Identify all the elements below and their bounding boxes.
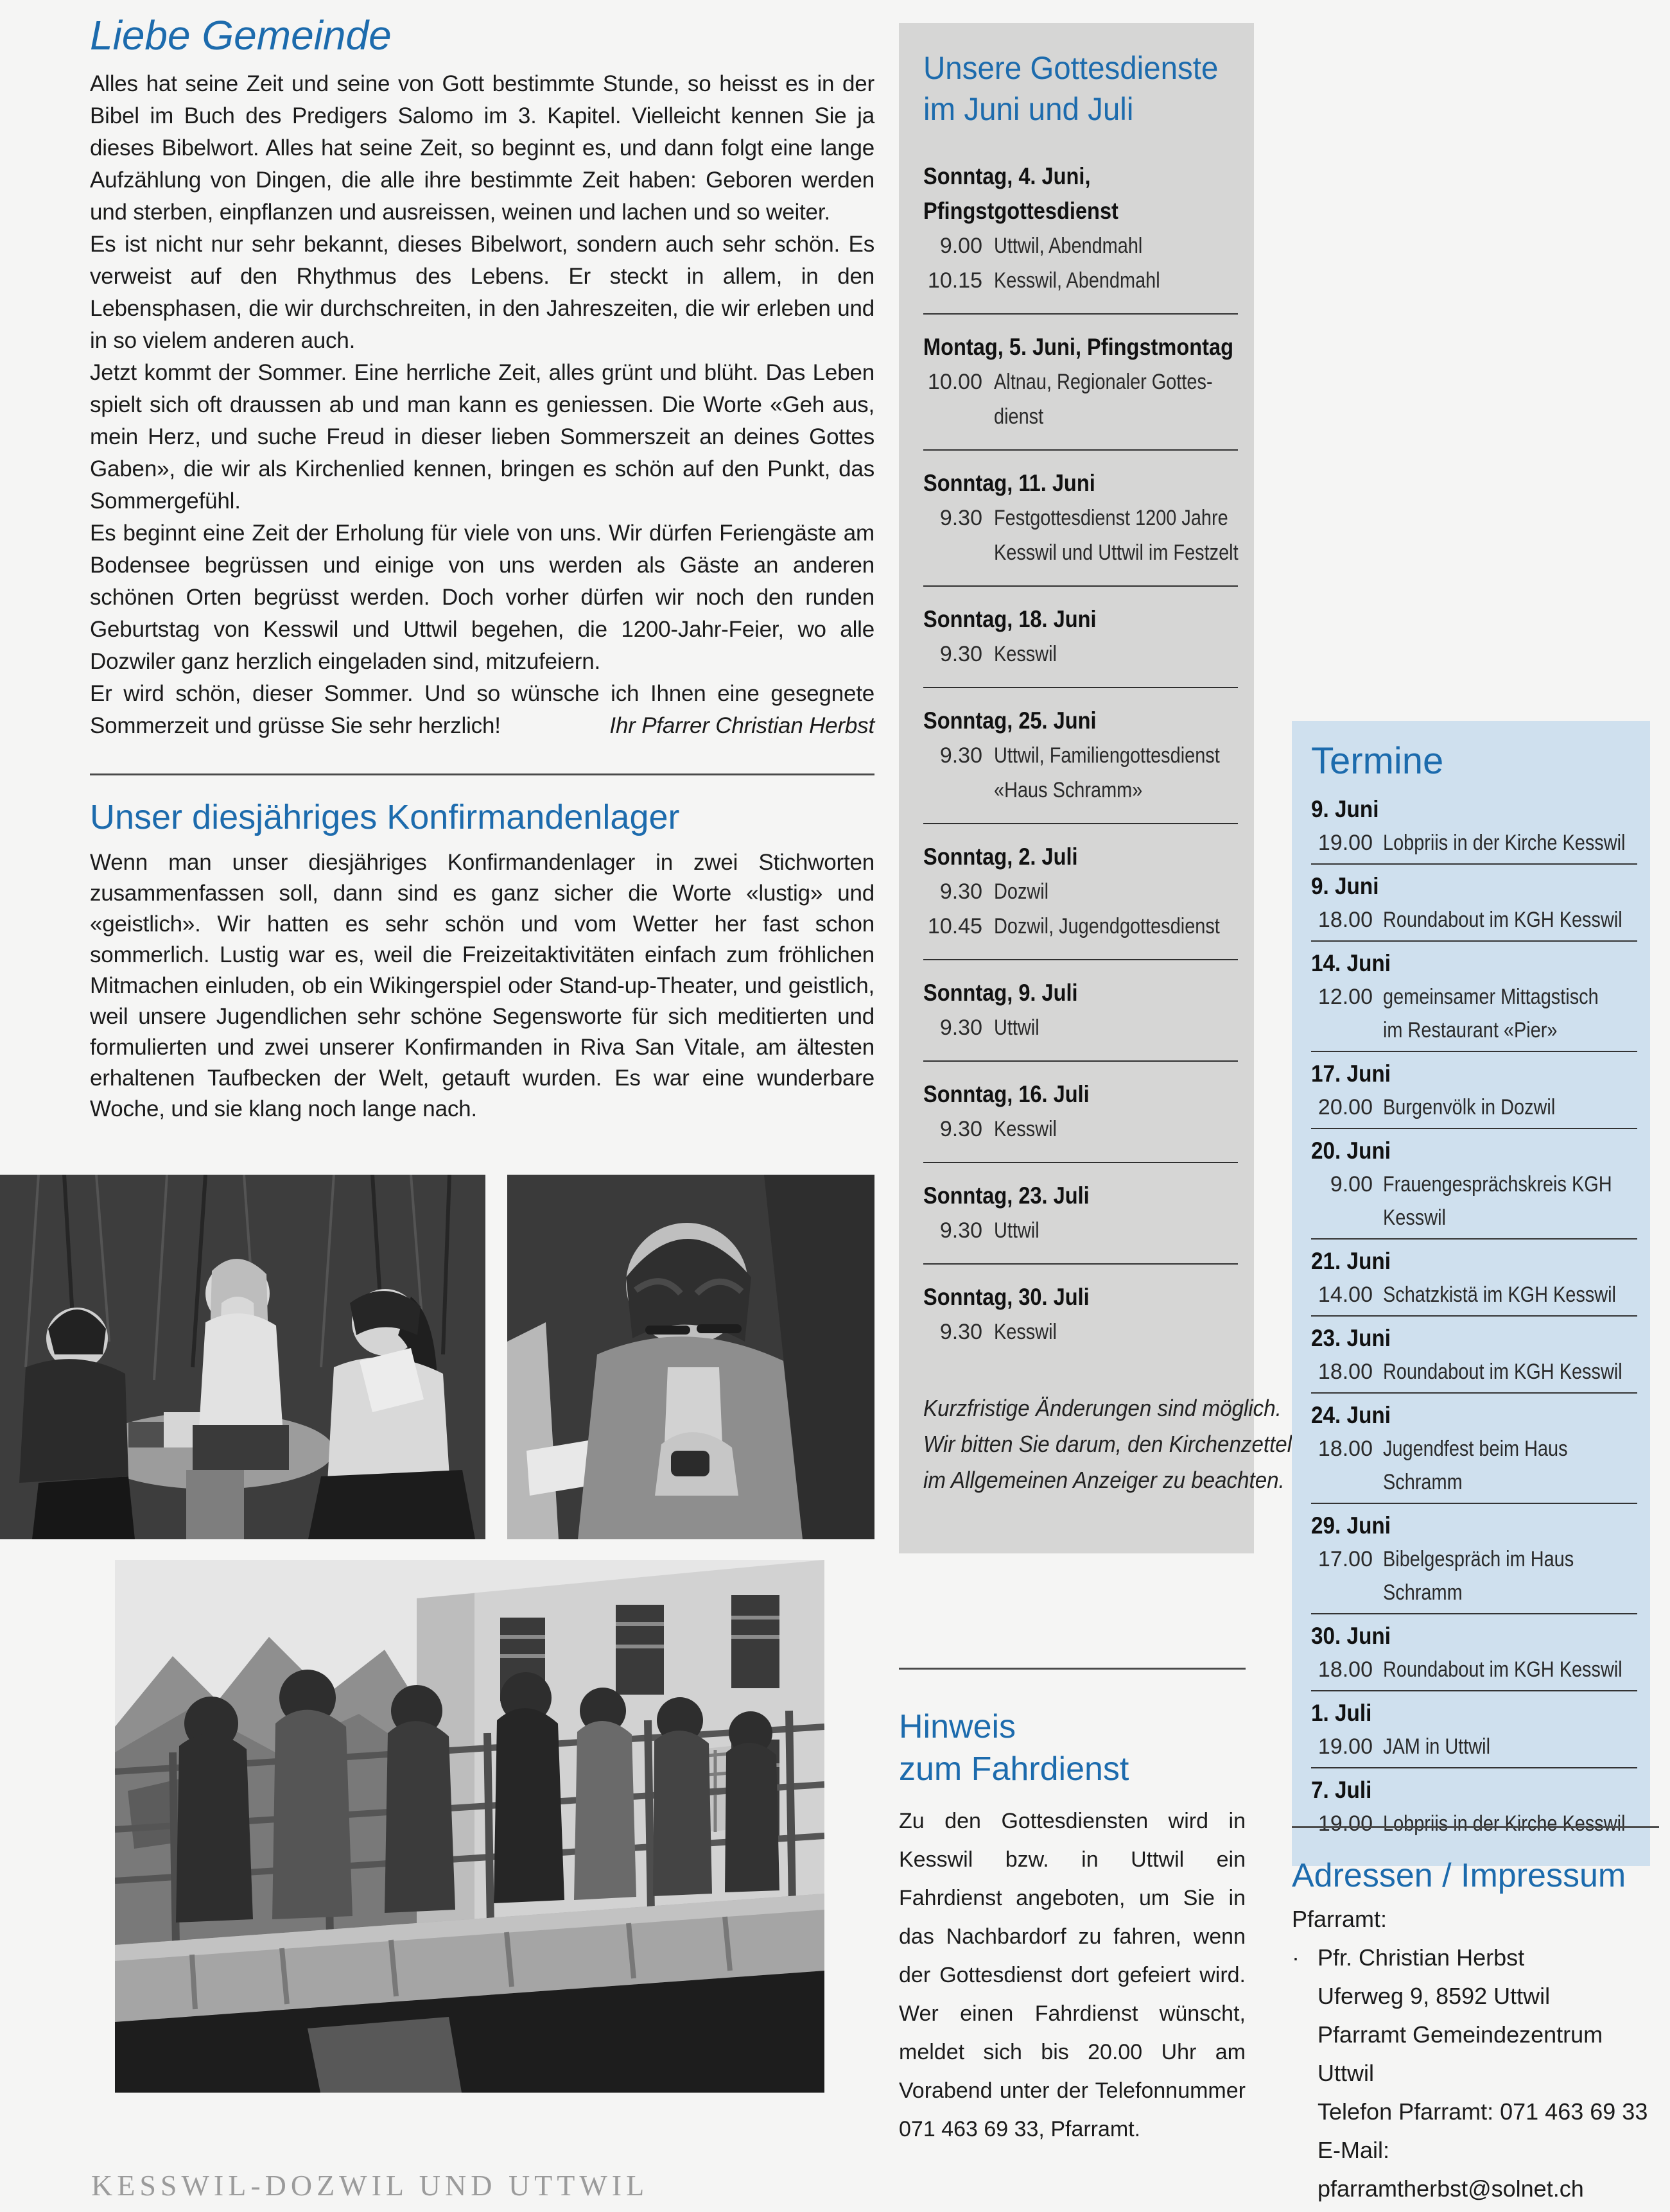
termine-time: 12.00 (1318, 985, 1373, 1009)
termine-row (1311, 1653, 1637, 1686)
adressen-title: Adressen / Impressum (1292, 1857, 1626, 1894)
service-row (923, 229, 1238, 263)
page-footer: KESSWIL-DOZWIL UND UTTWIL (91, 2169, 649, 2202)
service-row (923, 501, 1238, 570)
article-title: Liebe Gemeinde (90, 12, 392, 58)
service-location (994, 1112, 1068, 1146)
termine-date: 17. Juni (1311, 1060, 1391, 1087)
termine-text-line: Jugendfest beim Haus (1383, 1437, 1568, 1461)
termine-text-line: Kesswil (1383, 1205, 1446, 1230)
termine-box (1292, 721, 1650, 1866)
termine-date: 14. Juni (1311, 950, 1391, 976)
service-location-line: Uttwil, Familiengottesdienst (994, 743, 1220, 768)
photo-illustration (0, 1175, 485, 1539)
termine-time: 14.00 (1318, 1283, 1373, 1307)
termine-date: 29. Juni (1311, 1512, 1391, 1539)
service-day-heading: Sonntag, 2. Juli (923, 843, 1078, 870)
service-location (994, 874, 1058, 909)
service-separator (923, 313, 1238, 315)
termine-text-line: Schatzkistä im KGH Kesswil (1383, 1283, 1616, 1307)
paragraph-with-signature (90, 678, 874, 742)
termine-separator (1311, 1315, 1637, 1317)
termine-entry (1311, 1697, 1637, 1763)
photo-confirmand-reading (507, 1175, 874, 1539)
service-day-heading: Sonntag, 11. Juni (923, 470, 1095, 496)
article-konfirmandenlager (90, 773, 874, 1125)
termine-separator (1311, 1392, 1637, 1394)
service-separator (923, 1060, 1238, 1062)
termine-text-line: Schramm (1383, 1470, 1463, 1494)
termine-date: 7. Juli (1311, 1777, 1372, 1803)
photo-illustration (507, 1175, 874, 1539)
termine-entry (1311, 1322, 1637, 1388)
termine-time: 19.00 (1318, 1811, 1373, 1836)
photo-illustration (115, 1560, 824, 2093)
service-block (923, 1280, 1238, 1349)
service-location-line: Kesswil und Uttwil im Festzelt (994, 540, 1239, 565)
termine-separator (1311, 940, 1637, 942)
termine-row (1311, 1432, 1637, 1499)
service-block (923, 1179, 1238, 1248)
bullet: · (1292, 1944, 1300, 1971)
termine-text (1383, 826, 1668, 860)
service-location (994, 365, 1251, 434)
termine-text (1383, 1168, 1653, 1234)
termine-text (1383, 903, 1664, 937)
service-day-heading: Sonntag, 23. Juli (923, 1182, 1090, 1209)
note-line: im Allgemeinen Anzeiger zu beachten. (923, 1467, 1285, 1493)
service-time: 9.30 (939, 506, 982, 530)
service-location-line: «Haus Schramm» (994, 778, 1143, 802)
termine-text (1383, 1432, 1600, 1499)
service-block (923, 159, 1238, 298)
adressen-label: Pfarramt: (1292, 1906, 1387, 1932)
termine-entry (1311, 947, 1637, 1047)
termine-time: 18.00 (1318, 1360, 1373, 1384)
service-location (994, 501, 1282, 570)
service-separator (923, 449, 1238, 451)
termine-time: 18.00 (1318, 1437, 1373, 1461)
paragraph-text: Er wird schön, dieser Sommer. Und so wünsche ich Ihnen eine gesegnete Sommerzeit und grüsse Sie sehr herzlich! (90, 681, 874, 738)
service-separator (923, 959, 1238, 960)
service-location-line: Kesswil (994, 1320, 1057, 1344)
termine-time: 9.00 (1330, 1172, 1373, 1197)
service-location (994, 909, 1260, 944)
service-row (923, 738, 1238, 808)
paragraph: Es beginnt eine Zeit der Erholung für viele von uns. Wir dürfen Feriengäste am Bodensee begrüssen und einige von uns werden als Gäste an anderen schönen Orten begrüsst werden. Doch vorher dürfen wir noch den runden Geburtstag von Kesswil und Uttwil begehen, die 1200-Jahr-Feier, wo alle Dozwiler ganz herzlich eingeladen sind, mitzufeiern. (90, 521, 874, 674)
hinweis-title-line1: Hinweis (899, 1708, 1016, 1745)
termine-text-line: Frauengesprächskreis KGH (1383, 1172, 1612, 1197)
service-block (923, 704, 1238, 808)
termine-time: 19.00 (1318, 831, 1373, 855)
service-location-line: Festgottesdienst 1200 Jahre (994, 506, 1228, 530)
termine-text (1383, 1653, 1664, 1686)
termine-separator (1311, 1690, 1637, 1691)
termine-date: 9. Juni (1311, 873, 1379, 899)
termine-entry (1311, 1245, 1637, 1311)
service-day-heading: Montag, 5. Juni, Pfingstmontag (923, 334, 1233, 360)
termine-row (1311, 1091, 1637, 1124)
service-row (923, 1315, 1238, 1349)
note-line: Kurzfristige Änderungen sind möglich. (923, 1395, 1282, 1421)
service-location (994, 229, 1169, 263)
termine-row (1311, 1278, 1637, 1311)
termine-date: 23. Juni (1311, 1325, 1391, 1351)
paragraph: Jetzt kommt der Sommer. Eine herrliche Zeit, alles grünt und blüht. Das Leben spielt sich oft draussen ab und man kann es geniessen. Die Worte «Geh aus, mein Herz, und suche Freud in dieser lieben Sommerszeit an deines Gottes Gaben», die wir als Kirchenlied kennen, bringen es schön auf den Punkt, das Sommergefühl. (90, 360, 874, 514)
termine-date: 9. Juni (1311, 796, 1379, 822)
article-body (90, 68, 874, 742)
services-note (923, 1390, 1292, 1498)
termine-entry (1311, 1134, 1637, 1234)
termine-entry (1311, 870, 1637, 937)
service-row (923, 1213, 1238, 1248)
termine-text-line: Lobpriis in der Kirche Kesswil (1383, 831, 1626, 855)
termine-title: Termine (1311, 740, 1444, 782)
termine-row (1311, 980, 1637, 1047)
note-line: Wir bitten Sie darum, den Kirchenzettel (923, 1431, 1292, 1457)
termine-separator (1311, 1238, 1637, 1240)
service-location-line: dienst (994, 404, 1044, 429)
termine-text-line: Roundabout im KGH Kesswil (1383, 1657, 1622, 1682)
photo-confirmands-on-bridge (115, 1560, 824, 2093)
address-entry (1292, 1939, 1659, 1977)
termine-entry (1311, 793, 1637, 860)
termine-time: 18.00 (1318, 1657, 1373, 1682)
service-day-heading: Pfingstgottesdienst (923, 198, 1118, 224)
service-time: 9.30 (939, 1015, 982, 1040)
termine-entry (1311, 1509, 1637, 1609)
service-row (923, 637, 1238, 671)
termine-separator (1311, 1767, 1637, 1768)
address-line: Pfr. Christian Herbst (1318, 1944, 1525, 1971)
termine-text-line: Burgenvölk in Dozwil (1383, 1095, 1556, 1119)
paragraph: Es ist nicht nur sehr bekannt, dieses Bibelwort, sondern auch sehr schön. Es verweist auf den Rhythmus des Lebens. Er steckt in allem, in den Lebensphasen, die wir durchschreiten, in den Jahreszeiten, die wir erleben und in so vielem anderen auch. (90, 232, 874, 353)
address-line: Telefon Pfarramt: 071 463 69 33 (1318, 2098, 1648, 2125)
termine-date: 20. Juni (1311, 1137, 1391, 1164)
termine-time: 20.00 (1318, 1095, 1373, 1119)
service-day-heading: Sonntag, 9. Juli (923, 980, 1078, 1006)
service-location (994, 1010, 1047, 1045)
service-day-heading: Sonntag, 30. Juli (923, 1284, 1090, 1310)
author-signature: Ihr Pfarrer Christian Herbst (609, 713, 874, 738)
gottesdienste-title-line2: im Juni und Juli (923, 91, 1134, 127)
service-location (994, 637, 1068, 671)
termine-text (1383, 980, 1637, 1047)
address-line: E-Mail: pfarramtherbst@solnet.ch (1318, 2137, 1584, 2202)
termine-text (1383, 1355, 1664, 1388)
termine-entry (1311, 1399, 1637, 1499)
termine-time: 19.00 (1318, 1734, 1373, 1759)
termine-text-line: Schramm (1383, 1580, 1463, 1605)
service-day-heading: Sonntag, 4. Juni, (923, 163, 1091, 189)
service-block (923, 976, 1238, 1045)
service-location-line: Kesswil (994, 1117, 1057, 1141)
service-location (994, 1213, 1047, 1248)
service-time: 10.45 (927, 914, 982, 938)
service-location-line: Dozwil, Jugendgottesdienst (994, 914, 1220, 938)
service-time: 9.30 (939, 1320, 982, 1344)
hinweis-body: Zu den Gottesdiensten wird in Kesswil bzw. in Uttwil ein Fahrdienst angeboten, um Sie in das Nachbardorf zu fahren, wenn der Gottesdienst dort gefeiert wird. Wer einen Fahrdienst wünscht, meldet sich bis 20.00 Uhr am Vorabend unter der Telefonnummer 071 463 69 33, Pfarramt. (899, 1809, 1246, 2141)
termine-text-line: im Restaurant «Pier» (1383, 1018, 1558, 1042)
termine-separator (1311, 1503, 1637, 1504)
section-divider (1292, 1826, 1659, 1828)
service-location-line: Uttwil (994, 1218, 1039, 1243)
hinweis-section (899, 1668, 1246, 2148)
gottesdienste-title-line1: Unsere Gottesdienste (923, 50, 1219, 86)
service-block (923, 602, 1238, 671)
termine-row (1311, 903, 1637, 937)
termine-text-line: Lobpriis in der Kirche Kesswil (1383, 1811, 1626, 1836)
service-time: 9.30 (939, 1218, 982, 1243)
termine-row (1311, 1355, 1637, 1388)
paragraph: Wenn man unser diesjähriges Konfirmandenlager in zwei Stichworten zusammenfassen soll, dann sind es ganz sicher die Worte «lustig» und «geistlich». Wir hatten es sehr schön und vom Wetter her fast schon sommerlich. Lustig war es, weil die Freizeitaktivitäten einfach zum fröhlichen Mitmachen einluden, ob ein Wikingerspiel oder Stand-up-Theater, und geistlich, weil unsere Jugendlichen sehr schöne Segensworte für sich meditierten und formulierten und zwei unserer Konfirmanden in Riva San Vitale, am ältesten erhaltenen Taufbecken der Welt, getauft wurden. Es war eine wunderbare Woche, und sie klang noch lange nach. (90, 850, 874, 1121)
service-time: 9.30 (939, 743, 982, 768)
gottesdienste-box (899, 23, 1292, 1553)
service-separator (923, 823, 1238, 824)
service-location-line: Dozwil (994, 879, 1049, 904)
paragraph: Alles hat seine Zeit und seine von Gott bestimmte Stunde, so heisst es in der Bibel im Buch des Predigers Salomo im 3. Kapitel. Vielleicht kennen Sie ja dieses Bibelwort. Alles hat seine Zeit, so beginnt es, und dann folgt eine lange Aufzählung von Dingen, die alle ihre bestimmte Zeit haben: Geboren werden und sterben, einpflanzen und ausreissen, weinen und lachen und so weiter. (90, 71, 874, 225)
service-row (923, 874, 1238, 909)
service-time: 9.30 (939, 879, 982, 904)
service-separator (923, 1263, 1238, 1265)
termine-date: 24. Juni (1311, 1402, 1391, 1428)
termine-text (1383, 1091, 1586, 1124)
termine-row (1311, 826, 1637, 860)
service-location-line: Kesswil (994, 642, 1057, 666)
section-divider (90, 773, 874, 775)
service-block (923, 840, 1238, 944)
service-time: 9.30 (939, 1117, 982, 1141)
termine-separator (1311, 1051, 1637, 1052)
service-location (994, 1315, 1068, 1349)
termine-time: 17.00 (1318, 1547, 1373, 1571)
termine-text-line: gemeinsamer Mittagstisch (1383, 985, 1599, 1009)
termine-text (1383, 1542, 1608, 1609)
termine-date: 1. Juli (1311, 1700, 1372, 1726)
service-location (994, 738, 1260, 808)
service-location-line: Uttwil (994, 1015, 1039, 1040)
service-location (994, 263, 1189, 298)
service-row (923, 365, 1238, 434)
termine-text-line: Bibelgespräch im Haus (1383, 1547, 1574, 1571)
service-day-heading: Sonntag, 25. Juni (923, 707, 1097, 734)
article-liebe-gemeinde (90, 12, 874, 742)
section-divider (899, 1668, 1246, 1670)
adressen-section (1292, 1826, 1659, 2208)
termine-text-line: Roundabout im KGH Kesswil (1383, 908, 1622, 932)
service-location-line: Kesswil, Abendmahl (994, 268, 1160, 293)
termine-time: 18.00 (1318, 908, 1373, 932)
termine-entry (1311, 1057, 1637, 1124)
termine-text (1383, 1278, 1657, 1311)
termine-row (1311, 1542, 1637, 1609)
service-block (923, 466, 1238, 570)
termine-row (1311, 1730, 1637, 1763)
termine-text-line: JAM in Uttwil (1383, 1734, 1490, 1759)
service-row (923, 909, 1238, 944)
termine-date: 30. Juni (1311, 1623, 1391, 1649)
service-row (923, 1112, 1238, 1146)
photo-confirmands-at-stone-table (0, 1175, 485, 1539)
service-time: 10.15 (927, 268, 982, 293)
service-separator (923, 1162, 1238, 1163)
service-time: 9.30 (939, 642, 982, 666)
service-location-line: Altnau, Regionaler Gottes- (994, 370, 1213, 394)
termine-date: 21. Juni (1311, 1248, 1391, 1274)
service-time: 10.00 (927, 370, 982, 394)
address-line: Pfarramt Gemeindezentrum Uttwil (1318, 2021, 1603, 2086)
termine-separator (1311, 1128, 1637, 1129)
service-list (923, 159, 1238, 1349)
termine-entry (1311, 1620, 1637, 1686)
address-line: Uferweg 9, 8592 Uttwil (1318, 1983, 1551, 2009)
hinweis-title-line2: zum Fahrdienst (899, 1750, 1129, 1788)
article-title: Unser diesjähriges Konfirmandenlager (90, 798, 680, 836)
termine-separator (1311, 1613, 1637, 1614)
termine-row (1311, 1168, 1637, 1234)
service-separator (923, 585, 1238, 587)
service-row (923, 263, 1238, 298)
termine-list (1311, 793, 1637, 1840)
service-block (923, 330, 1238, 434)
service-day-heading: Sonntag, 18. Juni (923, 606, 1097, 632)
termine-text (1383, 1730, 1509, 1763)
service-day-heading: Sonntag, 16. Juli (923, 1081, 1090, 1107)
service-time: 9.00 (939, 234, 982, 258)
termine-separator (1311, 863, 1637, 865)
termine-text-line: Roundabout im KGH Kesswil (1383, 1360, 1622, 1384)
service-block (923, 1077, 1238, 1146)
service-separator (923, 687, 1238, 688)
service-location-line: Uttwil, Abendmahl (994, 234, 1143, 258)
service-row (923, 1010, 1238, 1045)
